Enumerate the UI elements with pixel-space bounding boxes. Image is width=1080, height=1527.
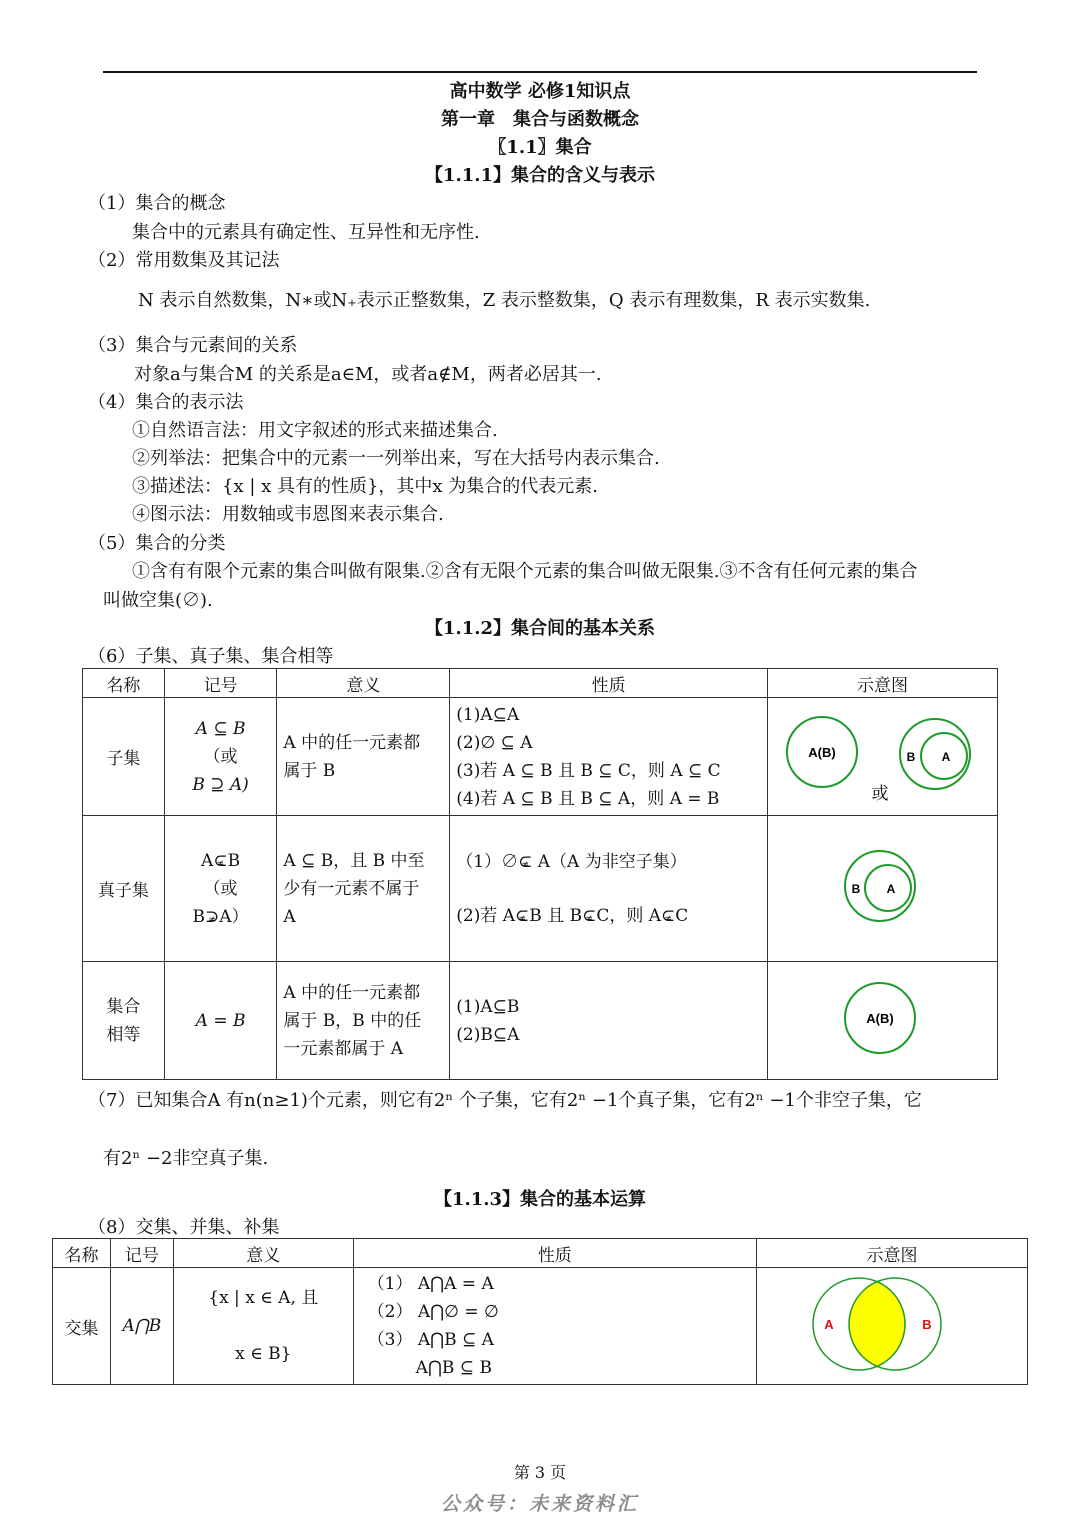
- proper-superset-symbol-mark: ⊃ ≠: [205, 903, 219, 931]
- proper-symbol-line: B⊃ ≠A）: [171, 903, 271, 931]
- header-name: 名称: [53, 1239, 111, 1268]
- proper-subset-diagram: [767, 816, 997, 962]
- proper-prop2-s3: ⊂ ≠: [661, 902, 675, 930]
- header-meaning: 意义: [173, 1239, 353, 1268]
- subsection-title-1-1-1: 【1.1.1】集合的含义与表示: [424, 165, 656, 186]
- proper-subset-venn-diagram: [768, 816, 996, 956]
- venn-label-ab: A(B): [808, 745, 836, 760]
- table-row: [83, 962, 998, 1080]
- table-row: [53, 1268, 1028, 1385]
- proper-symbol-line: （或: [203, 878, 238, 899]
- set-operations-table: [52, 1238, 1028, 1385]
- equal-set-meaning: [277, 962, 450, 1080]
- subset-diagram: [767, 698, 997, 816]
- subset-properties: [450, 698, 768, 816]
- item-4-heading: （4）集合的表示法: [88, 392, 244, 413]
- item-7-line2: 有2ⁿ −2非空真子集.: [103, 1148, 269, 1169]
- intersection-name: 交集: [53, 1268, 111, 1385]
- header-symbol: 记号: [164, 669, 277, 698]
- item-2-heading: （2）常用数集及其记法: [88, 250, 280, 271]
- header-name: 名称: [83, 669, 165, 698]
- subset-meaning-line: A 中的任一元素都: [283, 732, 421, 753]
- intersection-meaning-line: {x | x ∈ A, 且: [208, 1288, 319, 1308]
- proper-prop2-c: C，则 A: [596, 905, 662, 926]
- item-5-text-line1: ①含有有限个元素的集合叫做有限集.②含有无限个元素的集合叫做无限集.③不含有任何元素的集合: [132, 561, 918, 582]
- intersection-property: （3） A⋂B ⊆ A: [367, 1330, 494, 1350]
- venn-label-b: B: [851, 882, 861, 896]
- item-4-description: ③描述法：{x | x 具有的性质}，其中x 为集合的代表元素.: [132, 476, 599, 497]
- header-property: 性质: [450, 669, 768, 698]
- proper-prop2-b: B 且 B: [529, 905, 583, 926]
- item-7-line1: （7）已知集合A 有n(n≥1)个元素，则它有2ⁿ 个子集，它有2ⁿ −1个真子集，它有2ⁿ −1个非空子集，它: [88, 1090, 922, 1111]
- header-diagram: 示意图: [756, 1239, 1027, 1268]
- intersection-venn-diagram: [757, 1268, 1026, 1379]
- section-title: 〖1.1〗集合: [488, 137, 592, 158]
- equal-set-diagram: [767, 962, 997, 1080]
- subset-relations-table: [82, 668, 998, 1080]
- table-row: [83, 816, 998, 962]
- item-8-heading: （8）交集、并集、补集: [88, 1217, 280, 1238]
- equal-set-symbol: A = B: [164, 962, 277, 1080]
- top-rule: [103, 71, 977, 73]
- proper-prop1-sym: ⊂ ≠: [518, 848, 532, 876]
- item-6-heading: （6）子集、真子集、集合相等: [88, 646, 334, 667]
- proper-property: [456, 848, 761, 876]
- equal-name-line: 集合: [106, 996, 141, 1017]
- intersection-symbol: A⋂B: [110, 1268, 173, 1385]
- intersection-property: （1） A⋂A = A: [367, 1274, 494, 1294]
- equal-meaning-line: A 中的任一元素都: [283, 982, 421, 1003]
- proper-property: [456, 902, 761, 930]
- header-symbol: 记号: [110, 1239, 173, 1268]
- proper-subset-symbol-mark: ⊂ ≠: [213, 847, 227, 875]
- venn-label-a: A: [886, 882, 896, 896]
- subset-meaning: [277, 698, 450, 816]
- item-5-heading: （5）集合的分类: [88, 533, 226, 554]
- proper-meaning-line: A ⊆ B，且 B 中至: [283, 850, 425, 871]
- page-number: 第 3 页: [513, 1463, 567, 1482]
- item-4-diagram: ④图示法：用数轴或韦恩图来表示集合.: [132, 504, 444, 525]
- venn-label-b: B: [922, 1317, 932, 1332]
- proper-meaning-line: 少有一元素不属于: [283, 878, 420, 899]
- intersection-property: （2） A⋂∅ = ∅: [367, 1302, 499, 1322]
- equal-set-name: [83, 962, 165, 1080]
- proper-prop2-d: C: [675, 905, 689, 926]
- table-row: [83, 698, 998, 816]
- proper-prop1-pre: （1）∅: [456, 851, 519, 872]
- proper-prop2-s1: ⊂ ≠: [515, 902, 529, 930]
- table-header-row: [53, 1239, 1028, 1268]
- venn-or-label: 或: [871, 784, 889, 804]
- subset-property: (1)A⊆A: [456, 704, 520, 725]
- equal-property: (1)A⊆B: [456, 996, 520, 1017]
- subset-symbol: [164, 698, 277, 816]
- item-2-text: N 表示自然数集，N∗或N₊表示正整数集，Z 表示整数集，Q 表示有理数集，R 表示实数集.: [138, 290, 871, 311]
- subsection-title-1-1-2: 【1.1.2】集合间的基本关系: [424, 618, 656, 639]
- venn-label-a: A: [824, 1317, 834, 1332]
- proper-prop2-s2: ⊂ ≠: [582, 902, 596, 930]
- subset-symbol-line: A ⊆ B: [195, 718, 246, 739]
- proper-prop1-post: A（A 为非空子集）: [532, 851, 687, 872]
- equal-meaning-line: 属于 B，B 中的任: [283, 1010, 422, 1031]
- proper-prop2-a: (2)若 A: [456, 905, 516, 926]
- subset-property: (3)若 A ⊆ B 且 B ⊆ C，则 A ⊆ C: [456, 760, 721, 781]
- subset-property: (4)若 A ⊆ B 且 B ⊆ A，则 A = B: [456, 788, 720, 809]
- intersection-property: A⋂B ⊆ B: [415, 1358, 492, 1378]
- doc-title: 高中数学 必修1知识点: [449, 81, 631, 102]
- equal-property: (2)B⊆A: [456, 1024, 520, 1045]
- chapter-title: 第一章 集合与函数概念: [441, 109, 639, 130]
- item-4-enumeration: ②列举法：把集合中的元素一一列举出来，写在大括号内表示集合.: [132, 448, 660, 469]
- equal-set-properties: [450, 962, 768, 1080]
- equal-venn-diagram: [768, 962, 996, 1074]
- header-meaning: 意义: [277, 669, 450, 698]
- venn-label-a: A: [941, 750, 951, 764]
- subsection-title-1-1-3: 【1.1.3】集合的基本运算: [433, 1189, 647, 1210]
- item-1-heading: （1）集合的概念: [88, 193, 226, 214]
- watermark: 公众号：未来资料汇: [440, 1493, 639, 1515]
- subset-venn-diagram: [768, 698, 996, 810]
- intersection-diagram: [756, 1268, 1027, 1385]
- item-4-natural-language: ①自然语言法：用文字叙述的形式来描述集合.: [132, 420, 498, 441]
- venn-label-ab: A(B): [866, 1011, 894, 1026]
- proper-subset-properties: [450, 816, 768, 962]
- item-1-text: 集合中的元素具有确定性、互异性和无序性.: [132, 222, 480, 243]
- subset-symbol-line: （或: [203, 746, 238, 767]
- item-5-text-line2: 叫做空集(∅).: [103, 590, 213, 611]
- proper-subset-name: 真子集: [83, 816, 165, 962]
- intersection-meaning: [173, 1268, 353, 1385]
- subset-symbol-line: B ⊇ A): [192, 774, 249, 795]
- subset-property: (2)∅ ⊆ A: [456, 732, 533, 753]
- proper-symbol-line: A⊂ ≠B: [171, 847, 271, 875]
- equal-meaning-line: 一元素都属于 A: [283, 1038, 404, 1059]
- subset-meaning-line: 属于 B: [283, 760, 336, 781]
- item-3-text: 对象a与集合M 的关系是a∈M，或者a∉M，两者必居其一.: [134, 364, 602, 385]
- item-3-heading: （3）集合与元素间的关系: [88, 335, 298, 356]
- header-property: 性质: [353, 1239, 756, 1268]
- subset-name: 子集: [83, 698, 165, 816]
- venn-label-b: B: [906, 750, 916, 764]
- equal-name-line: 相等: [106, 1024, 141, 1045]
- intersection-properties: [353, 1268, 756, 1385]
- proper-subset-symbol: [164, 816, 277, 962]
- proper-subset-meaning: [277, 816, 450, 962]
- proper-meaning-line: A: [283, 906, 296, 927]
- table-header-row: [83, 669, 998, 698]
- header-diagram: 示意图: [767, 669, 997, 698]
- intersection-meaning-line: x ∈ B}: [235, 1344, 292, 1364]
